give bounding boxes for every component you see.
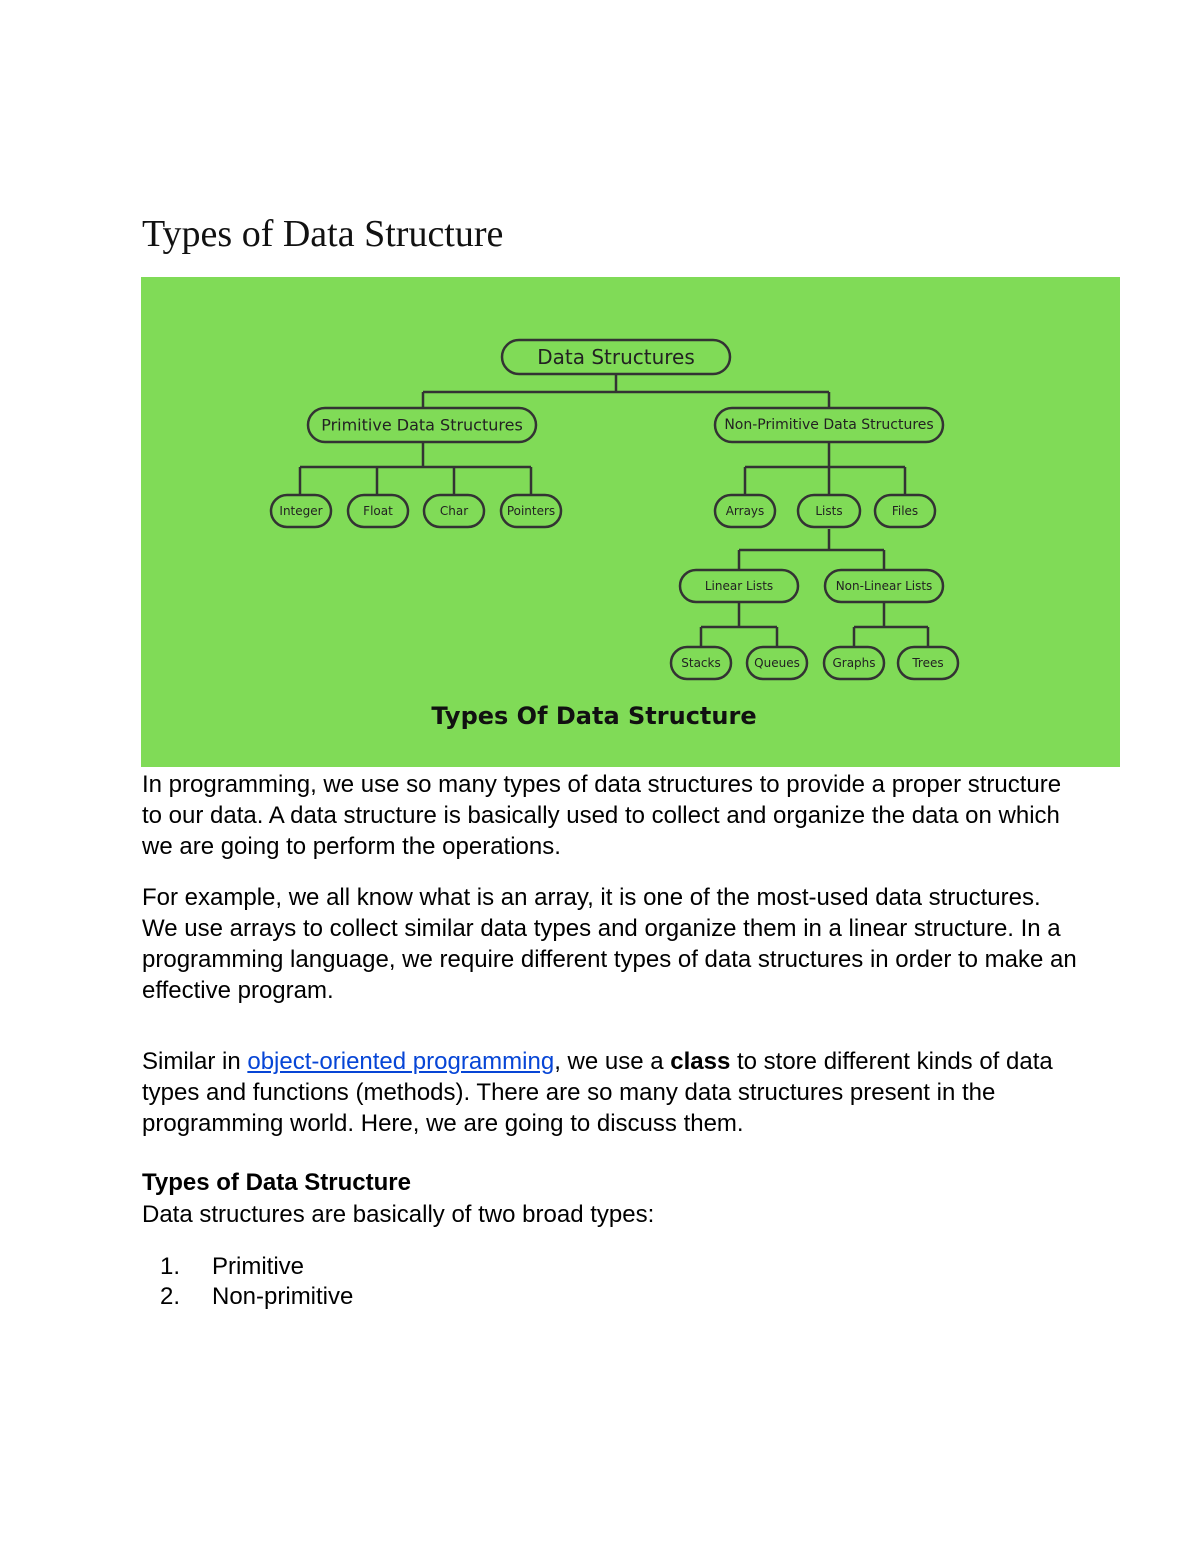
edge-primitive [300, 443, 531, 495]
node-non-primitive [715, 408, 943, 442]
node-arrays [715, 495, 775, 527]
node-stacks [671, 647, 731, 679]
node-linear-lists [680, 570, 798, 602]
node-pointers [501, 495, 561, 527]
paragraph-intro: In programming, we use so many types of data structures to provide a proper structure to our data. A data structure is basically used to collect and organize the data on which we are going to perform the operations. [142, 771, 1062, 860]
list-item [142, 1282, 353, 1312]
edge-nonprimitive [745, 443, 905, 495]
node-files [875, 495, 935, 527]
page-title: Types of Data Structure [142, 213, 504, 255]
node-label: Files [891, 504, 919, 518]
section-title: Types of Data Structure [142, 1169, 411, 1196]
node-primitive [308, 408, 536, 442]
node-trees [898, 647, 958, 679]
paragraph-oop-text-2: , we use a [554, 1048, 671, 1075]
node-integer [271, 495, 331, 527]
edge-lists [739, 529, 884, 570]
node-label: Char [439, 504, 469, 518]
node-label: Graphs [832, 656, 876, 670]
list-number: 2. [160, 1283, 181, 1310]
node-label: Trees [912, 656, 944, 670]
oop-link[interactable]: object-oriented programming [247, 1048, 555, 1075]
node-label: Non-Linear Lists [835, 579, 933, 593]
node-label: Pointers [506, 504, 556, 518]
node-lists [798, 495, 860, 527]
types-list [142, 1252, 353, 1312]
node-char [424, 495, 484, 527]
node-label: Linear Lists [704, 579, 774, 593]
node-float [348, 495, 408, 527]
data-structure-diagram [141, 277, 1120, 767]
edge-nonlinear [854, 603, 928, 647]
node-label: Queues [754, 656, 800, 670]
node-label: Integer [279, 504, 323, 518]
paragraph-oop-text-3: to store different kinds of data types and functions (methods). There are so many data structures present in the programming world. Here, we are going to discuss them. [142, 1048, 1053, 1137]
section-intro: Data structures are basically of two broad types: [142, 1201, 655, 1228]
node-non-linear-lists [825, 570, 943, 602]
diagram-caption: Types Of Data Structure [431, 702, 757, 730]
paragraph-example: For example, we all know what is an array, it is one of the most-used data structures. We use arrays to collect similar data types and organize them in a linear structure. In a programming language, we require different types of data structures in order to make an effective program. [142, 884, 1077, 1004]
node-graphs [824, 647, 884, 679]
list-number: 1. [160, 1253, 181, 1280]
list-text: Non-primitive [212, 1283, 354, 1310]
node-label: Arrays [725, 504, 765, 518]
node-label: Data Structures [537, 345, 695, 369]
node-label: Lists [815, 504, 843, 518]
node-label: Non-Primitive Data Structures [724, 417, 934, 433]
edge-linear [701, 603, 777, 647]
edge-root [423, 374, 829, 407]
list-item [142, 1252, 353, 1282]
node-label: Primitive Data Structures [321, 415, 523, 435]
paragraph-oop-text-1: Similar in [142, 1048, 248, 1075]
paragraph-oop [142, 1046, 1082, 1139]
list-text: Primitive [212, 1253, 305, 1280]
node-queues [747, 647, 807, 679]
class-keyword: class [670, 1048, 731, 1075]
node-label: Stacks [681, 656, 721, 670]
node-data-structures [502, 340, 730, 374]
diagram-svg [141, 277, 1120, 767]
node-label: Float [363, 504, 393, 518]
